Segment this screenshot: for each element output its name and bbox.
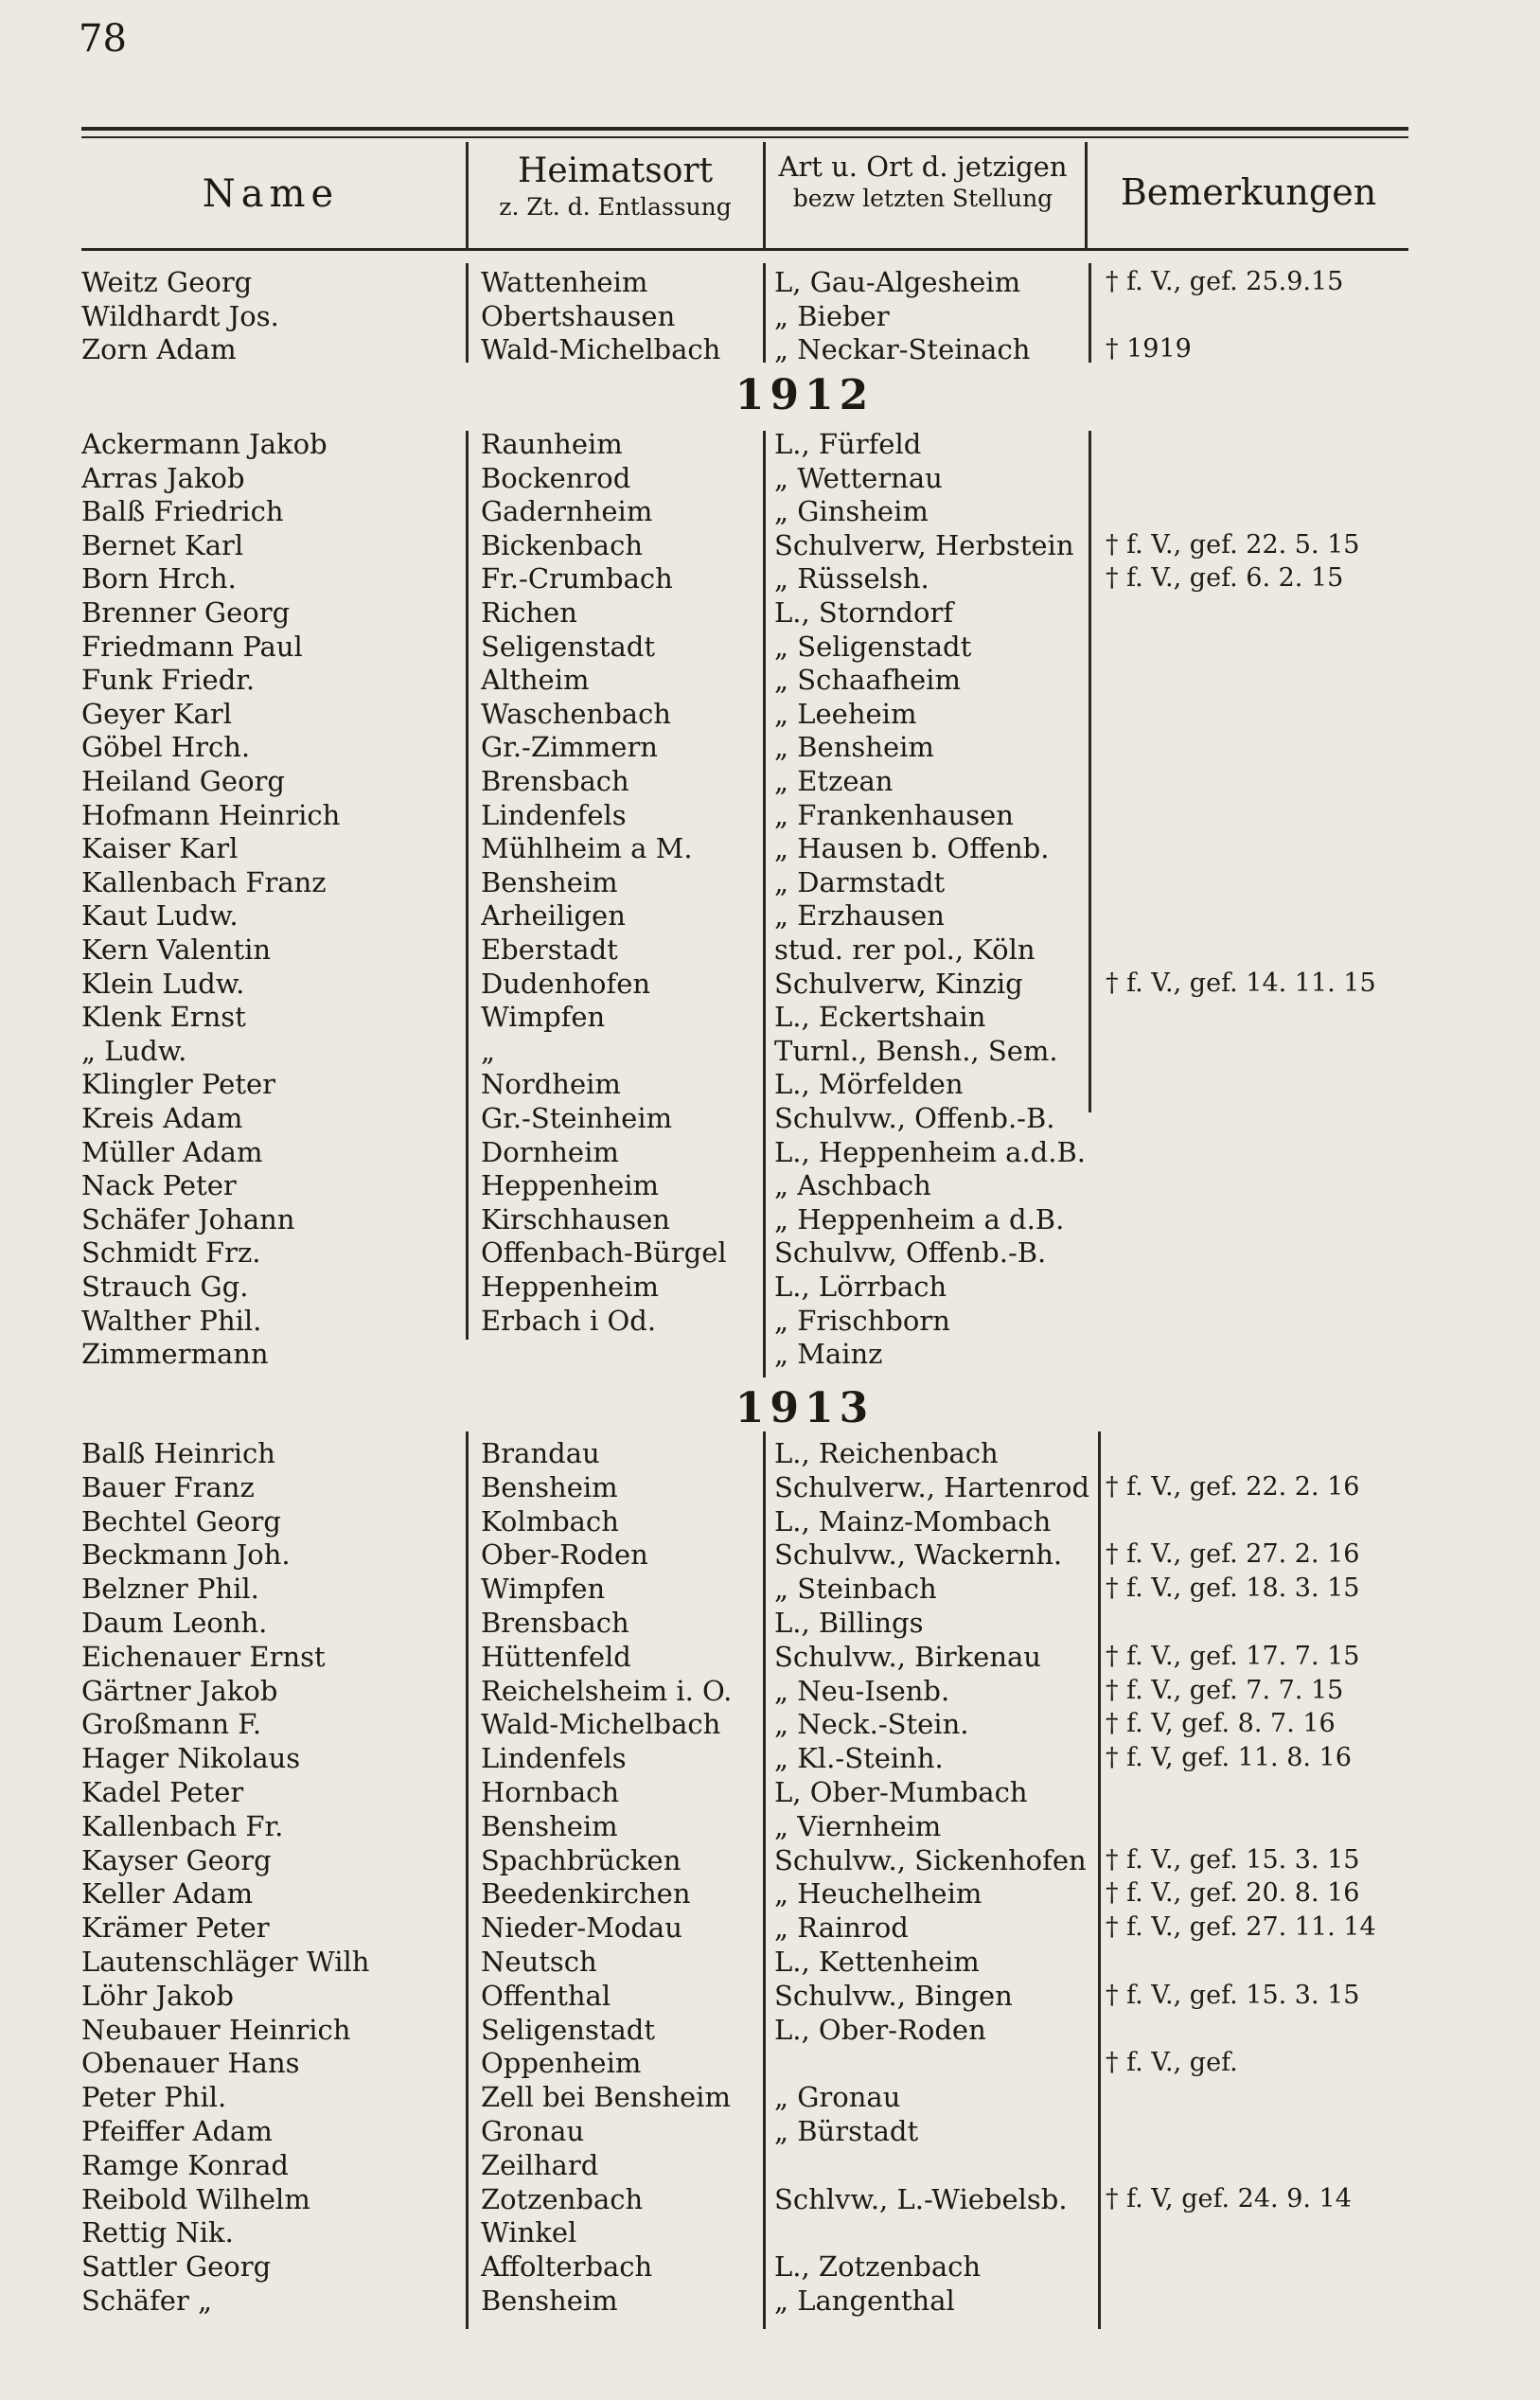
- position-cell: „ Etzean: [774, 765, 894, 797]
- hometown-cell: Hüttenfeld: [481, 1640, 631, 1673]
- remark-cell: † f. V., gef. 15. 3. 15: [1106, 1980, 1360, 2010]
- hometown-cell: Oppenheim: [481, 2047, 642, 2080]
- table-row: [0, 332, 1540, 366]
- hometown-cell: Seligenstadt: [481, 2013, 656, 2046]
- hometown-cell: Lindenfels: [481, 1742, 627, 1775]
- table-row: [0, 1168, 1540, 1202]
- table-row: [0, 427, 1540, 461]
- header-job-line1: Art u. Ort d. jetzigen: [778, 151, 1068, 183]
- name-cell: Klein Ludw.: [81, 967, 245, 1000]
- hometown-cell: Raunheim: [481, 428, 623, 460]
- table-row: [0, 1876, 1540, 1911]
- name-cell: Sattler Georg: [81, 2250, 272, 2284]
- position-cell: Schulverw., Hartenrod: [774, 1470, 1090, 1503]
- year-heading-1912: 1912: [735, 371, 875, 419]
- table-row: [0, 2080, 1540, 2114]
- name-cell: Kreis Adam: [81, 1102, 243, 1134]
- year-heading-1913: 1913: [735, 1384, 875, 1432]
- hometown-cell: Gr.-Zimmern: [481, 731, 658, 764]
- position-cell: „ Aschbach: [774, 1169, 931, 1202]
- name-cell: Bauer Franz: [81, 1470, 255, 1503]
- remark-cell: † 1919: [1106, 334, 1192, 364]
- table-row: [0, 494, 1540, 528]
- name-cell: Obenauer Hans: [81, 2047, 300, 2080]
- table-row: [0, 528, 1540, 562]
- hometown-cell: Gronau: [481, 2115, 585, 2147]
- table-row: [0, 2114, 1540, 2148]
- hometown-cell: Bensheim: [481, 1809, 618, 1842]
- remark-cell: † f. V., gef. 27. 2. 16: [1106, 1539, 1360, 1570]
- table-row: [0, 1775, 1540, 1809]
- position-cell: Schlvw., L.-Wiebelsb.: [774, 2182, 1068, 2215]
- hometown-cell: Waschenbach: [481, 697, 671, 730]
- remark-cell: † f. V., gef. 14. 11. 15: [1106, 968, 1376, 998]
- name-cell: Weitz Georg: [81, 266, 253, 298]
- remark-cell: † f. V., gef. 27. 11. 14: [1106, 1912, 1376, 1943]
- position-cell: „ Frankenhausen: [774, 798, 1014, 831]
- table-row: [0, 898, 1540, 933]
- position-cell: „ Gronau: [774, 2081, 901, 2114]
- hometown-cell: Lindenfels: [481, 798, 627, 831]
- hometown-cell: Mühlheim a M.: [481, 832, 693, 865]
- hometown-cell: Beedenkirchen: [481, 1877, 691, 1911]
- name-cell: Zimmermann: [81, 1338, 269, 1371]
- name-cell: Schäfer „: [81, 2284, 213, 2317]
- position-cell: „ Neck.-Stein.: [774, 1708, 969, 1741]
- position-cell: L., Billings: [774, 1607, 924, 1639]
- name-cell: Schmidt Frz.: [81, 1236, 261, 1270]
- name-cell: Ramge Konrad: [81, 2148, 289, 2181]
- name-cell: Bernet Karl: [81, 528, 244, 561]
- header-home-line1: Heimatsort: [517, 151, 714, 190]
- hometown-cell: Wimpfen: [481, 1001, 606, 1034]
- hometown-cell: Hornbach: [481, 1776, 620, 1808]
- position-cell: „ Rainrod: [774, 1911, 909, 1945]
- hometown-cell: Bensheim: [481, 865, 618, 898]
- table-row: [0, 1470, 1540, 1504]
- name-cell: Keller Adam: [81, 1877, 254, 1911]
- position-cell: Schulvw., Offenb.-B.: [774, 1102, 1055, 1134]
- table-row: [0, 2215, 1540, 2249]
- name-cell: Zorn Adam: [81, 333, 237, 365]
- position-cell: „ Ginsheim: [774, 495, 929, 528]
- name-cell: Balß Heinrich: [81, 1437, 275, 1469]
- table-row: [0, 1135, 1540, 1169]
- table-row: [0, 764, 1540, 798]
- position-cell: „ Neckar-Steinach: [774, 333, 1031, 365]
- header-remarks: Bemerkungen: [1120, 171, 1377, 213]
- name-cell: Neubauer Heinrich: [81, 2013, 351, 2046]
- position-cell: L., Mainz-Mombach: [774, 1504, 1052, 1538]
- position-cell: L., Eckertshain: [774, 1001, 986, 1034]
- table-row: [0, 1436, 1540, 1470]
- name-cell: Klingler Peter: [81, 1068, 276, 1101]
- header-home-line2: z. Zt. d. Entlassung: [499, 193, 732, 221]
- table-row: [0, 1572, 1540, 1606]
- hometown-cell: Richen: [481, 596, 577, 629]
- hometown-cell: Offenbach-Bürgel: [481, 1236, 727, 1270]
- table-row: [0, 1236, 1540, 1270]
- hometown-cell: Dornheim: [481, 1135, 619, 1168]
- remark-cell: † f. V., gef. 22. 5. 15: [1106, 529, 1360, 560]
- name-cell: Großmann F.: [81, 1708, 262, 1741]
- position-cell: „ Seligenstadt: [774, 630, 972, 663]
- position-cell: L., Ober-Roden: [774, 2013, 986, 2046]
- hometown-cell: Brensbach: [481, 765, 629, 797]
- position-cell: L., Storndorf: [774, 596, 954, 629]
- remark-cell: † f. V., gef.: [1106, 2048, 1238, 2078]
- position-cell: „ Hausen b. Offenb.: [774, 832, 1050, 865]
- header-job-line2: bezw letzten Stellung: [792, 185, 1053, 213]
- name-cell: Lautenschläger Wilh: [81, 1946, 370, 1978]
- hometown-cell: Ober-Roden: [481, 1538, 648, 1572]
- table-row: [0, 1911, 1540, 1945]
- position-cell: L, Gau-Algesheim: [774, 266, 1021, 298]
- table-row: [0, 630, 1540, 664]
- table-row: [0, 299, 1540, 333]
- hometown-cell: Winkel: [481, 2216, 577, 2249]
- hometown-cell: Heppenheim: [481, 1271, 660, 1303]
- hometown-cell: Zell bei Bensheim: [481, 2081, 731, 2114]
- table-row: [0, 865, 1540, 899]
- table-row: [0, 1809, 1540, 1843]
- position-cell: L, Ober-Mumbach: [774, 1776, 1028, 1808]
- table-row: [0, 663, 1540, 697]
- remark-cell: † f. V, gef. 11. 8. 16: [1106, 1743, 1352, 1773]
- name-cell: Belzner Phil.: [81, 1573, 259, 1606]
- hometown-cell: Kirschhausen: [481, 1202, 670, 1236]
- hometown-cell: Altheim: [481, 664, 590, 697]
- name-cell: Bechtel Georg: [81, 1504, 281, 1538]
- table-row: [0, 967, 1540, 1001]
- position-cell: „ Kl.-Steinh.: [774, 1742, 944, 1775]
- position-cell: Schulverw, Kinzig: [774, 967, 1023, 1000]
- name-cell: Arras Jakob: [81, 461, 245, 494]
- name-cell: „ Ludw.: [81, 1034, 187, 1067]
- name-cell: Gärtner Jakob: [81, 1674, 278, 1707]
- name-cell: Kaut Ludw.: [81, 899, 239, 933]
- position-cell: „ Bürstadt: [774, 2115, 919, 2147]
- name-cell: Klenk Ernst: [81, 1001, 246, 1034]
- position-cell: Schulvw., Sickenhofen: [774, 1843, 1087, 1876]
- name-cell: Eichenauer Ernst: [81, 1640, 326, 1673]
- name-cell: Kadel Peter: [81, 1776, 244, 1808]
- table-row: [0, 1067, 1540, 1101]
- position-cell: „ Heppenheim a d.B.: [774, 1202, 1065, 1236]
- table-row: [0, 2046, 1540, 2080]
- table-row: [0, 1674, 1540, 1708]
- position-cell: „ Viernheim: [774, 1809, 942, 1842]
- hometown-cell: Reichelsheim i. O.: [481, 1674, 733, 1707]
- table-row: [0, 1337, 1540, 1371]
- position-cell: „ Neu-Isenb.: [774, 1674, 950, 1707]
- name-cell: Friedmann Paul: [81, 630, 303, 663]
- name-cell: Ackermann Jakob: [81, 428, 327, 460]
- table-row: [0, 265, 1540, 299]
- name-cell: Kayser Georg: [81, 1843, 272, 1876]
- position-cell: „ Darmstadt: [774, 865, 946, 898]
- table-row: [0, 1707, 1540, 1741]
- position-cell: Schulvw., Birkenau: [774, 1640, 1041, 1673]
- name-cell: Göbel Hrch.: [81, 731, 251, 764]
- name-cell: Wildhardt Jos.: [81, 299, 279, 332]
- name-cell: Kern Valentin: [81, 933, 272, 966]
- hometown-cell: Gr.-Steinheim: [481, 1102, 673, 1134]
- position-cell: L., Lörrbach: [774, 1271, 947, 1303]
- hometown-cell: Nieder-Modau: [481, 1911, 682, 1945]
- name-cell: Strauch Gg.: [81, 1271, 249, 1303]
- position-cell: „ Bieber: [774, 299, 890, 332]
- hometown-cell: Wald-Michelbach: [481, 333, 721, 365]
- table-row: [0, 2182, 1540, 2216]
- table-row: [0, 1034, 1540, 1068]
- name-cell: Heiland Georg: [81, 765, 285, 797]
- hometown-cell: Brensbach: [481, 1607, 629, 1639]
- hometown-cell: Gadernheim: [481, 495, 653, 528]
- name-cell: Balß Friedrich: [81, 495, 284, 528]
- position-cell: „ Schaafheim: [774, 664, 961, 697]
- position-cell: L., Fürfeld: [774, 428, 922, 460]
- hometown-cell: Bickenbach: [481, 528, 644, 561]
- name-cell: Müller Adam: [81, 1135, 263, 1168]
- name-cell: Kallenbach Fr.: [81, 1809, 284, 1842]
- table-row: [0, 1202, 1540, 1236]
- position-cell: L., Mörfelden: [774, 1068, 964, 1101]
- hometown-cell: Offenthal: [481, 1979, 611, 2012]
- hometown-cell: Bensheim: [481, 2284, 618, 2317]
- table-row: [0, 1741, 1540, 1775]
- position-cell: „ Steinbach: [774, 1573, 937, 1606]
- hometown-cell: Heppenheim: [481, 1169, 660, 1202]
- remark-cell: † f. V., gef. 17. 7. 15: [1106, 1641, 1360, 1671]
- name-cell: Krämer Peter: [81, 1911, 270, 1945]
- name-cell: Pfeiffer Adam: [81, 2115, 273, 2147]
- remark-cell: † f. V, gef. 24. 9. 14: [1106, 2183, 1352, 2213]
- name-cell: Schäfer Johann: [81, 1202, 295, 1236]
- remark-cell: † f. V., gef. 6. 2. 15: [1106, 563, 1344, 594]
- name-cell: Hofmann Heinrich: [81, 798, 341, 831]
- hometown-cell: Wattenheim: [481, 266, 648, 298]
- table-row: [0, 933, 1540, 967]
- hometown-cell: „: [481, 1034, 496, 1067]
- name-cell: Daum Leonh.: [81, 1607, 268, 1639]
- table-row: [0, 596, 1540, 630]
- hometown-cell: Affolterbach: [481, 2250, 653, 2284]
- name-cell: Brenner Georg: [81, 596, 291, 629]
- name-cell: Beckmann Joh.: [81, 1538, 291, 1572]
- position-cell: „ Wetternau: [774, 461, 943, 494]
- hometown-cell: Brandau: [481, 1437, 600, 1469]
- remark-cell: † f. V., gef. 15. 3. 15: [1106, 1844, 1360, 1875]
- position-cell: Schulvw, Offenb.-B.: [774, 1236, 1047, 1270]
- table-row: [0, 2284, 1540, 2318]
- table-row: [0, 1304, 1540, 1338]
- position-cell: „ Mainz: [774, 1338, 883, 1371]
- remark-cell: † f. V., gef. 20. 8. 16: [1106, 1878, 1360, 1909]
- table-row: [0, 1945, 1540, 1979]
- name-cell: Löhr Jakob: [81, 1979, 234, 2012]
- name-cell: Born Hrch.: [81, 562, 237, 596]
- position-cell: „ Langenthal: [774, 2284, 955, 2317]
- table-row: [0, 697, 1540, 731]
- position-cell: L., Reichenbach: [774, 1437, 999, 1469]
- position-cell: „ Erzhausen: [774, 899, 945, 933]
- table-row: [0, 1101, 1540, 1135]
- hometown-cell: Seligenstadt: [481, 630, 656, 663]
- table-row: [0, 2249, 1540, 2284]
- hometown-cell: Wimpfen: [481, 1573, 606, 1606]
- table-row: [0, 1538, 1540, 1572]
- hometown-cell: Eberstadt: [481, 933, 618, 966]
- remark-cell: † f. V., gef. 7. 7. 15: [1106, 1675, 1344, 1705]
- remark-cell: † f. V., gef. 25.9.15: [1106, 267, 1344, 296]
- hometown-cell: Dudenhofen: [481, 967, 651, 1000]
- hometown-cell: Kolmbach: [481, 1504, 619, 1538]
- position-cell: L., Zotzenbach: [774, 2250, 982, 2284]
- name-cell: Walther Phil.: [81, 1304, 262, 1337]
- hometown-cell: Wald-Michelbach: [481, 1708, 721, 1741]
- position-cell: „ Bensheim: [774, 731, 934, 764]
- table-row: [0, 1843, 1540, 1877]
- position-cell: stud. rer pol., Köln: [774, 933, 1036, 966]
- name-cell: Kallenbach Franz: [81, 865, 327, 898]
- position-cell: Schulvw., Wackernh.: [774, 1538, 1063, 1572]
- hometown-cell: Fr.-Crumbach: [481, 562, 673, 596]
- name-cell: Reibold Wilhelm: [81, 2182, 310, 2215]
- name-cell: Geyer Karl: [81, 697, 233, 730]
- table-row: [0, 561, 1540, 596]
- hometown-cell: Neutsch: [481, 1946, 597, 1978]
- remark-cell: † f. V, gef. 8. 7. 16: [1106, 1709, 1336, 1739]
- name-cell: Nack Peter: [81, 1169, 237, 1202]
- table-row: [0, 831, 1540, 865]
- hometown-cell: Zotzenbach: [481, 2182, 644, 2215]
- hometown-cell: Nordheim: [481, 1068, 621, 1101]
- position-cell: Schulverw, Herbstein: [774, 528, 1074, 561]
- remark-cell: † f. V., gef. 18. 3. 15: [1106, 1573, 1360, 1604]
- table-row: [0, 730, 1540, 764]
- position-cell: L., Heppenheim a.d.B.: [774, 1135, 1086, 1168]
- hometown-cell: Bockenrod: [481, 461, 631, 494]
- name-cell: Kaiser Karl: [81, 832, 239, 865]
- position-cell: „ Rüsselsh.: [774, 562, 929, 596]
- table-row: [0, 1979, 1540, 2013]
- position-cell: „ Frischborn: [774, 1304, 950, 1337]
- table-row: [0, 461, 1540, 495]
- hometown-cell: Zeilhard: [481, 2148, 599, 2181]
- hometown-cell: Arheiligen: [481, 899, 626, 933]
- name-cell: Rettig Nik.: [81, 2216, 234, 2249]
- position-cell: „ Heuchelheim: [774, 1877, 982, 1911]
- hometown-cell: Spachbrücken: [481, 1843, 681, 1876]
- hometown-cell: Erbach i Od.: [481, 1304, 657, 1337]
- table-row: [0, 1504, 1540, 1538]
- name-cell: Funk Friedr.: [81, 664, 256, 697]
- table-row: [0, 2148, 1540, 2182]
- table-row: [0, 1000, 1540, 1034]
- header-name: Name: [202, 172, 340, 216]
- table-row: [0, 1270, 1540, 1304]
- name-cell: Hager Nikolaus: [81, 1742, 301, 1775]
- hometown-cell: Obertshausen: [481, 299, 676, 332]
- name-cell: Peter Phil.: [81, 2081, 227, 2114]
- hometown-cell: Bensheim: [481, 1470, 618, 1503]
- table-row: [0, 798, 1540, 832]
- table-row: [0, 2013, 1540, 2047]
- position-cell: Turnl., Bensh., Sem.: [774, 1034, 1058, 1067]
- position-cell: Schulvw., Bingen: [774, 1979, 1013, 2012]
- page-number: 78: [79, 17, 127, 61]
- remark-cell: † f. V., gef. 22. 2. 16: [1106, 1471, 1360, 1502]
- position-cell: „ Leeheim: [774, 697, 917, 730]
- position-cell: L., Kettenheim: [774, 1946, 980, 1978]
- table-row: [0, 1640, 1540, 1674]
- table-row: [0, 1606, 1540, 1640]
